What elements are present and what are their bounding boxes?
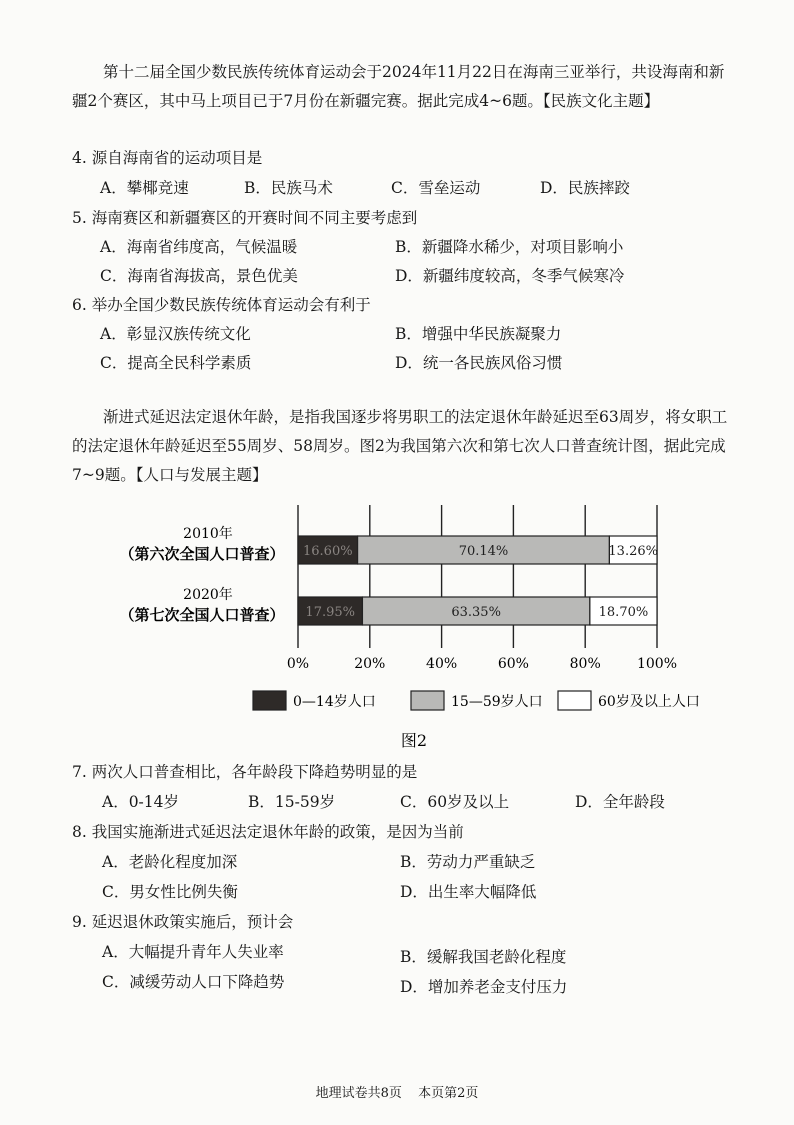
q5-option-d[interactable]: D．新疆纬度较高，冬季气候寒冷 bbox=[395, 267, 625, 285]
x-tick-label: 60% bbox=[497, 656, 529, 672]
section1-intro: 第十二届全国少数民族传统体育运动会于2024年11月22日在海南三亚举行，共设海南和新疆2个赛区，其中马上项目已于7月份在新疆完赛。据此完成4~6题。【民族文化主题】 bbox=[72, 63, 725, 110]
bar-data-label: 16.60% bbox=[303, 544, 353, 559]
q7-option-a[interactable]: A．0-14岁 bbox=[102, 793, 180, 811]
category-census-label: （第六次全国人口普查） bbox=[119, 545, 285, 563]
q8-option-d[interactable]: D．出生率大幅降低 bbox=[400, 883, 537, 901]
q6-option-d[interactable]: D．统一各民族风俗习惯 bbox=[395, 354, 563, 372]
question-5-stem: 5. 海南赛区和新疆赛区的开赛时间不同主要考虑到 bbox=[72, 209, 418, 227]
q6-option-a[interactable]: A．彰显汉族传统文化 bbox=[100, 325, 251, 343]
q6-option-b[interactable]: B．增强中华民族凝聚力 bbox=[395, 325, 562, 343]
x-tick-label: 0% bbox=[286, 656, 310, 672]
q4-option-a[interactable]: A．攀椰竞速 bbox=[100, 179, 189, 197]
bar-data-label: 18.70% bbox=[598, 605, 649, 620]
q4-option-d[interactable]: D．民族摔跤 bbox=[540, 179, 630, 197]
bar-data-label: 17.95% bbox=[305, 605, 356, 620]
footer-total-pages: 地理试卷共8页 bbox=[315, 1086, 402, 1101]
q9-option-d[interactable]: D．增加养老金支付压力 bbox=[400, 978, 568, 996]
q7-option-b[interactable]: B．15-59岁 bbox=[248, 793, 336, 811]
question-9-stem: 9. 延迟退休政策实施后，预计会 bbox=[72, 913, 294, 931]
q8-option-b[interactable]: B．劳动力严重缺乏 bbox=[400, 853, 536, 871]
question-6-stem: 6. 举办全国少数民族传统体育运动会有利于 bbox=[72, 296, 371, 314]
q9-option-c[interactable]: C．减缓劳动人口下降趋势 bbox=[102, 973, 285, 991]
question-4-stem: 4. 源自海南省的运动项目是 bbox=[72, 149, 263, 167]
q8-option-a[interactable]: A．老龄化程度加深 bbox=[102, 853, 238, 871]
question-8-stem: 8. 我国实施渐进式延迟法定退休年龄的政策，是因为当前 bbox=[72, 823, 464, 841]
x-tick-label: 40% bbox=[426, 656, 458, 672]
category-year-label: 2020年 bbox=[183, 587, 233, 603]
question-7-stem: 7. 两次人口普查相比，各年龄段下降趋势明显的是 bbox=[72, 763, 418, 781]
figure-caption: 图2 bbox=[400, 731, 428, 750]
x-tick-label: 100% bbox=[636, 656, 678, 672]
bar-data-label: 70.14% bbox=[458, 544, 509, 559]
q4-option-c[interactable]: C．雪垒运动 bbox=[391, 179, 481, 197]
q9-option-b[interactable]: B．缓解我国老龄化程度 bbox=[400, 948, 567, 966]
q7-option-d[interactable]: D．全年龄段 bbox=[575, 793, 665, 811]
legend-label: 15—59岁人口 bbox=[451, 694, 543, 710]
x-tick-label: 80% bbox=[569, 656, 601, 672]
bar-data-label: 13.26% bbox=[608, 544, 658, 559]
page-footer bbox=[0, 1082, 794, 1101]
legend-label: 0—14岁人口 bbox=[293, 694, 376, 710]
legend-swatch bbox=[558, 691, 591, 710]
legend-label: 60岁及以上人口 bbox=[598, 694, 700, 710]
section2-intro: 渐进式延迟法定退休年龄，是指我国逐步将男职工的法定退休年龄延迟至63周岁，将女职工的法定退休年龄延迟至55周岁、58周岁。图2为我国第六次和第七次人口普查统计图，据此完成7~9题。【人口与发展主题】 bbox=[72, 408, 728, 484]
category-year-label: 2010年 bbox=[183, 526, 233, 542]
q5-option-b[interactable]: B．新疆降水稀少，对项目影响小 bbox=[395, 238, 624, 256]
q4-option-b[interactable]: B．民族马术 bbox=[244, 179, 333, 197]
footer-current-page: 本页第2页 bbox=[418, 1086, 479, 1101]
q5-option-c[interactable]: C．海南省海拔高，景色优美 bbox=[100, 267, 298, 285]
q5-option-a[interactable]: A．海南省纬度高，气候温暖 bbox=[100, 238, 298, 256]
q8-option-c[interactable]: C．男女性比例失衡 bbox=[102, 883, 238, 901]
bar-data-label: 63.35% bbox=[451, 605, 501, 620]
q9-option-a[interactable]: A．大幅提升青年人失业率 bbox=[102, 943, 284, 961]
legend-swatch bbox=[411, 691, 444, 710]
x-tick-label: 20% bbox=[354, 656, 386, 672]
q6-option-c[interactable]: C．提高全民科学素质 bbox=[100, 354, 252, 372]
category-census-label: （第七次全国人口普查） bbox=[119, 606, 285, 624]
q7-option-c[interactable]: C．60岁及以上 bbox=[400, 793, 510, 811]
legend-swatch bbox=[253, 691, 286, 710]
